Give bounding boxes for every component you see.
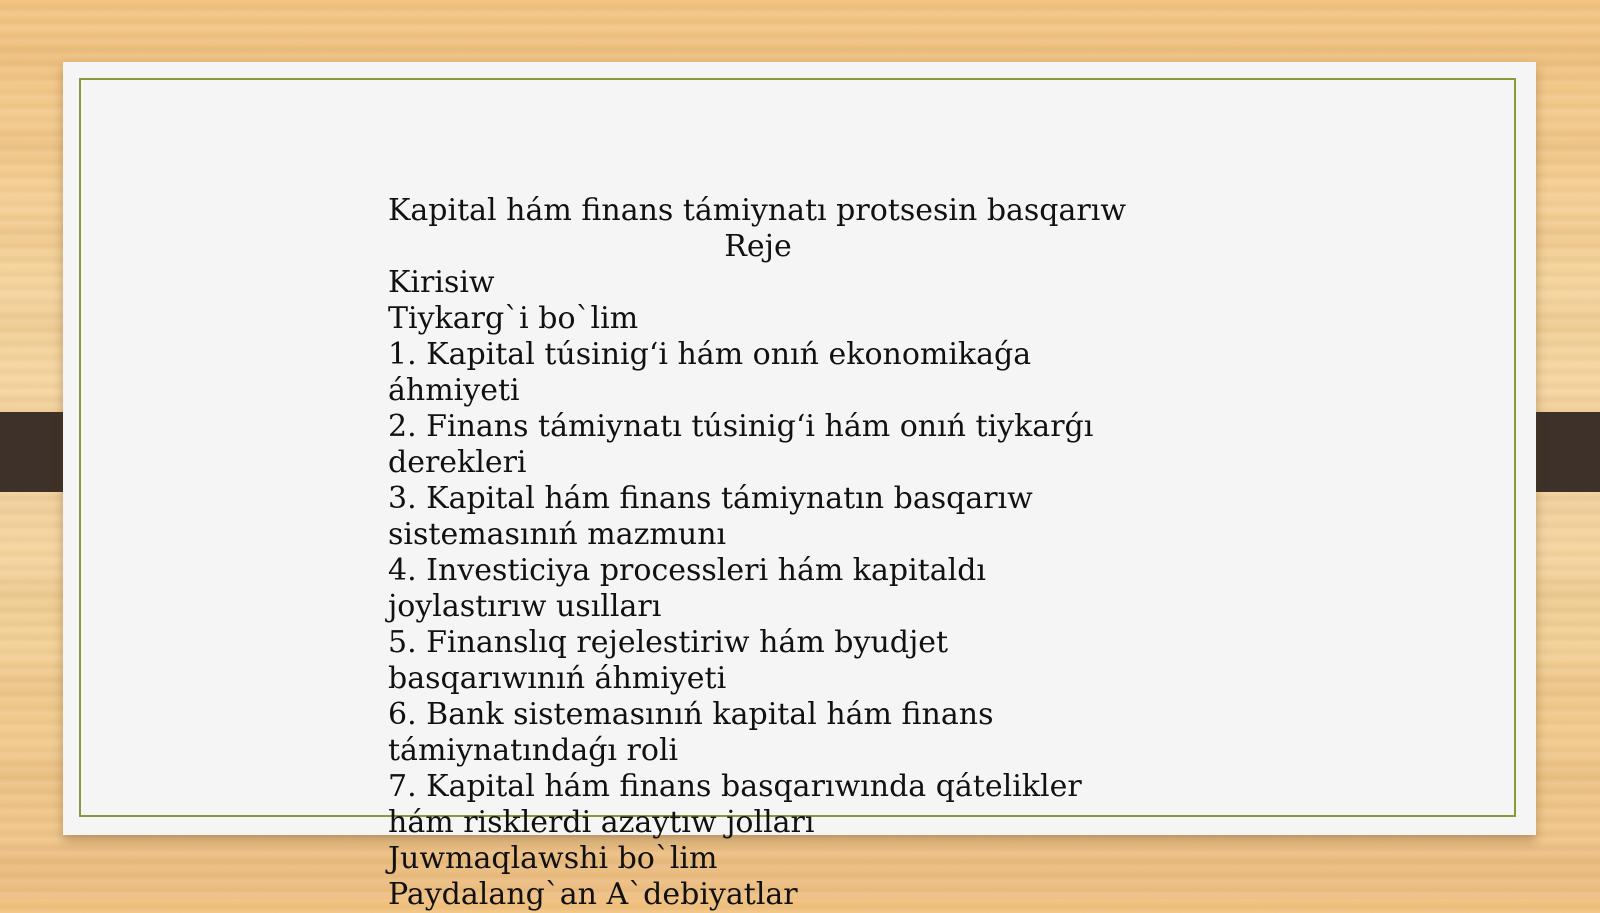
main-section-heading: Tiykarg`i bo`lim [388, 301, 639, 336]
intro-section: Kirisiw [388, 265, 495, 300]
slide-content [388, 193, 1128, 913]
list-item: 4. Investiciya processleri hám kapitaldı joylastırıw usılları [388, 553, 987, 624]
references-section: Paydalang`an A`debiyatlar [388, 877, 798, 912]
list-item: 5. Finanslıq rejelestiriw hám byudjet basqarıwınıń áhmiyeti [388, 625, 949, 696]
list-item: 2. Finans támiynatı túsinig‘i hám onıń tiykarǵı derekleri [388, 409, 1094, 480]
list-item: 6. Bank sistemasınıń kapital hám finans támiynatındaǵı roli [388, 697, 994, 768]
plan-heading: Reje [724, 229, 792, 264]
list-item: 3. Kapital hám finans támiynatın basqarıw sistemasınıń mazmunı [388, 481, 1033, 552]
list-item: 7. Kapital hám finans basqarıwında qátelikler hám risklerdi azaytıw jolları [388, 769, 1082, 840]
conclusion-section: Juwmaqlawshi bo`lim [388, 841, 718, 876]
slide-title: Kapital hám finans támiynatı protsesin basqarıw [388, 193, 1127, 228]
list-item: 1. Kapital túsinig‘i hám onıń ekonomikaǵa áhmiyeti [388, 337, 1032, 408]
